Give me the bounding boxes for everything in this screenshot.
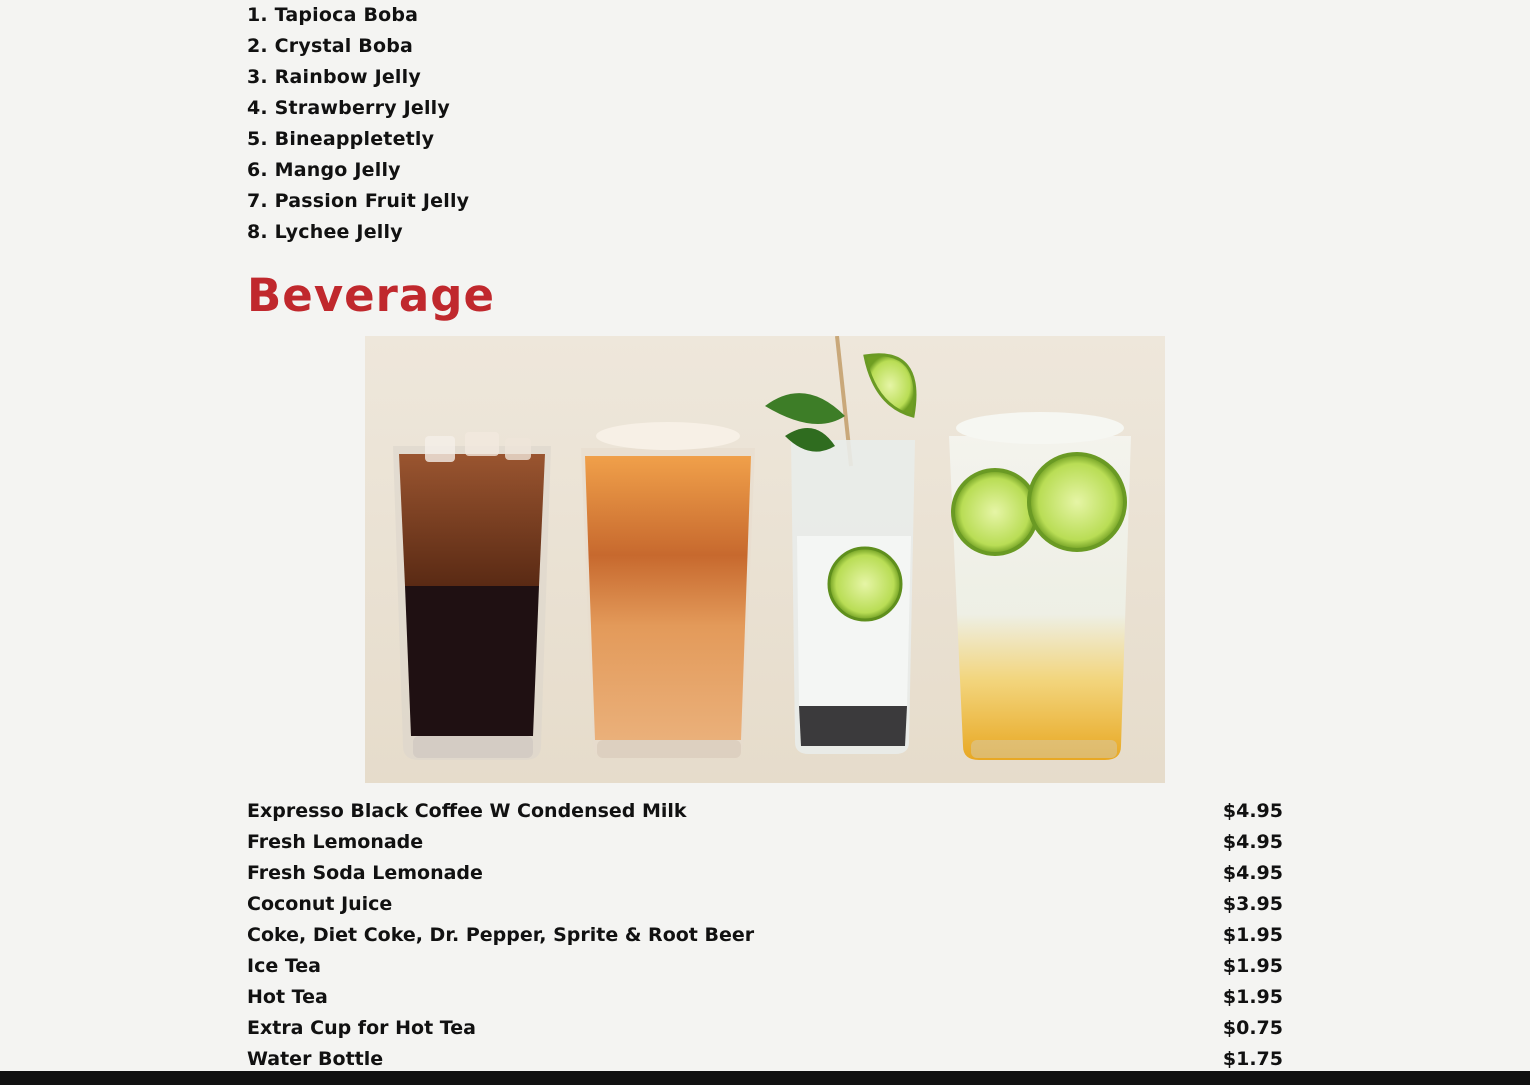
topping-item: 2. Crystal Boba bbox=[247, 35, 414, 57]
menu-item-name: Hot Tea bbox=[247, 985, 328, 1008]
topping-item: 5. Bineappletetly bbox=[247, 128, 435, 150]
menu-item-price: $1.95 bbox=[1222, 954, 1283, 977]
beverage-photo bbox=[365, 336, 1165, 783]
topping-item: 3. Rainbow Jelly bbox=[247, 66, 421, 88]
menu-item-price: $4.95 bbox=[1222, 830, 1283, 853]
menu-item-name: Expresso Black Coffee W Condensed Milk bbox=[247, 799, 687, 822]
section-title-beverage: Beverage bbox=[247, 269, 495, 322]
menu-row bbox=[247, 981, 1283, 1012]
menu-item-name: Ice Tea bbox=[247, 954, 321, 977]
menu-row bbox=[247, 888, 1283, 919]
topping-item: 6. Mango Jelly bbox=[247, 159, 401, 181]
menu-row bbox=[247, 1043, 1283, 1074]
glass-soda bbox=[949, 412, 1131, 760]
menu-item-name: Extra Cup for Hot Tea bbox=[247, 1016, 476, 1039]
menu-item-name: Coconut Juice bbox=[247, 892, 393, 915]
menu-row bbox=[247, 857, 1283, 888]
menu-row bbox=[247, 795, 1283, 826]
menu-row bbox=[247, 1012, 1283, 1043]
menu-item-name: Water Bottle bbox=[247, 1047, 384, 1070]
topping-item: 8. Lychee Jelly bbox=[247, 221, 403, 243]
menu-row bbox=[247, 826, 1283, 857]
topping-list bbox=[247, 2, 469, 250]
bottom-bar bbox=[0, 1071, 1530, 1085]
menu-item-price: $4.95 bbox=[1222, 861, 1283, 884]
menu-row bbox=[247, 919, 1283, 950]
menu-item-price: $0.75 bbox=[1222, 1016, 1283, 1039]
topping-item: 1. Tapioca Boba bbox=[247, 4, 419, 26]
glass-tea bbox=[581, 422, 755, 758]
menu-item-name: Fresh Soda Lemonade bbox=[247, 861, 483, 884]
menu-item-name: Fresh Lemonade bbox=[247, 830, 424, 853]
topping-item: 7. Passion Fruit Jelly bbox=[247, 190, 470, 212]
menu-item-price: $1.75 bbox=[1222, 1047, 1283, 1070]
menu-item-price: $1.95 bbox=[1222, 985, 1283, 1008]
menu-item-name: Coke, Diet Coke, Dr. Pepper, Sprite & Root Beer bbox=[247, 923, 755, 946]
menu-item-price: $4.95 bbox=[1222, 799, 1283, 822]
menu-row bbox=[247, 950, 1283, 981]
menu-item-price: $1.95 bbox=[1222, 923, 1283, 946]
topping-item: 4. Strawberry Jelly bbox=[247, 97, 450, 119]
beverage-menu-list bbox=[247, 795, 1283, 1074]
menu-item-price: $3.95 bbox=[1222, 892, 1283, 915]
glass-coffee bbox=[393, 432, 551, 760]
